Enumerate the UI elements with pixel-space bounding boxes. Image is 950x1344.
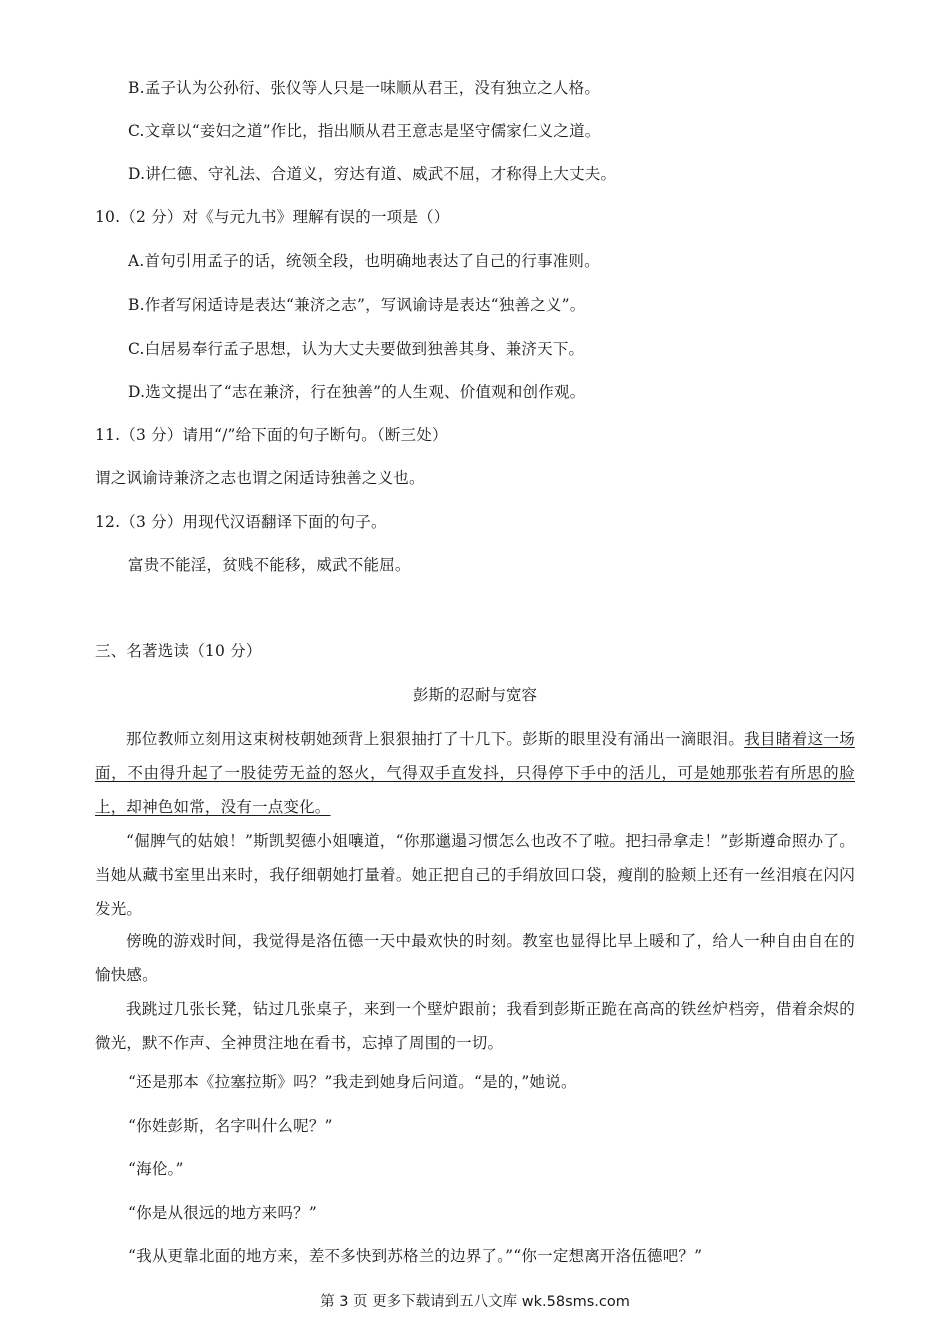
- q9-option-b: B.孟子认为公孙衍、张仪等人只是一味顺从君王，没有独立之人格。: [128, 79, 601, 97]
- passage-paragraph-6: “你姓彭斯，名字叫什么呢？”: [128, 1117, 333, 1135]
- passage-paragraph-1: [95, 722, 855, 824]
- passage-title: 彭斯的忍耐与宽容: [412, 686, 537, 704]
- q11-stem: 11.（3 分）请用“/”给下面的句子断句。（断三处）: [95, 426, 448, 444]
- q9-option-c: C.文章以“妾妇之道”作比，指出顺从君王意志是坚守儒家仁义之道。: [128, 122, 601, 140]
- paragraph-1-text: 那位教师立刻用这束树枝朝她颈背上狠狠抽打了十几下。彭斯的眼里没有涌出一滴眼泪。: [126, 730, 745, 748]
- q10-option-c: C.白居易奉行孟子思想，认为大丈夫要做到独善其身、兼济天下。: [128, 340, 585, 358]
- passage-paragraph-8: “你是从很远的地方来吗？”: [128, 1204, 317, 1222]
- page-footer: 第 3 页 更多下载请到五八文库 wk.58sms.com: [320, 1294, 630, 1310]
- q10-option-a: A.首句引用孟子的话，统领全段，也明确地表达了自己的行事准则。: [128, 252, 600, 270]
- q10-option-d: D.选文提出了“志在兼济，行在独善”的人生观、价值观和创作观。: [128, 383, 586, 401]
- passage-paragraph-9: “我从更靠北面的地方来，差不多快到苏格兰的边界了。”“你一定想离开洛伍德吧？”: [128, 1247, 703, 1265]
- q11-sentence: 谓之讽谕诗兼济之志也谓之闲适诗独善之义也。: [95, 469, 425, 487]
- passage-paragraph-3: 傍晚的游戏时间，我觉得是洛伍德一天中最欢快的时刻。教室也显得比早上暖和了，给人一种自由自在的愉快感。: [95, 932, 855, 984]
- passage-paragraph-4: 我跳过几张长凳，钻过几张桌子，来到一个壁炉跟前；我看到彭斯正跪在高高的铁丝炉档旁，借着余烬的微光，默不作声、全神贯注地在看书，忘掉了周围的一切。: [95, 1000, 855, 1052]
- passage-paragraph-5: “还是那本《拉塞拉斯》吗？”我走到她身后问道。“是的，”她说。: [128, 1073, 577, 1091]
- underlined-sentence: 我目睹着这一场面，不由得升起了一股徒劳无益的怒火，气得双手直发抖，只得停下手中的活儿，可是她那张若有所思的脸上，却神色如常，没有一点变化。: [95, 730, 855, 816]
- passage-paragraph-7: “海伦。”: [128, 1160, 184, 1178]
- q12-sentence: 富贵不能淫，贫贱不能移，威武不能屈。: [128, 556, 411, 574]
- q9-option-d: D.讲仁德、守礼法、合道义，穷达有道、威武不屈，才称得上大丈夫。: [128, 165, 617, 183]
- passage-paragraph-2: “倔脾气的姑娘！”斯凯契德小姐嚷道，“你那邋遢习惯怎么也改不了啦。把扫帚拿走！”彭斯遵命照办了。当她从藏书室里出来时，我仔细朝她打量着。她正把自己的手绢放回口袋，瘦削的脸颊上还有一丝泪痕在闪闪发光。: [95, 832, 855, 918]
- q10-stem: 10.（2 分）对《与元九书》理解有误的一项是（）: [95, 208, 450, 226]
- q10-option-b: B.作者写闲适诗是表达“兼济之志”，写讽谕诗是表达“独善之义”。: [128, 296, 586, 314]
- section-heading: 三、名著选读（10 分）: [95, 642, 262, 660]
- q12-stem: 12.（3 分）用现代汉语翻译下面的句子。: [95, 513, 387, 531]
